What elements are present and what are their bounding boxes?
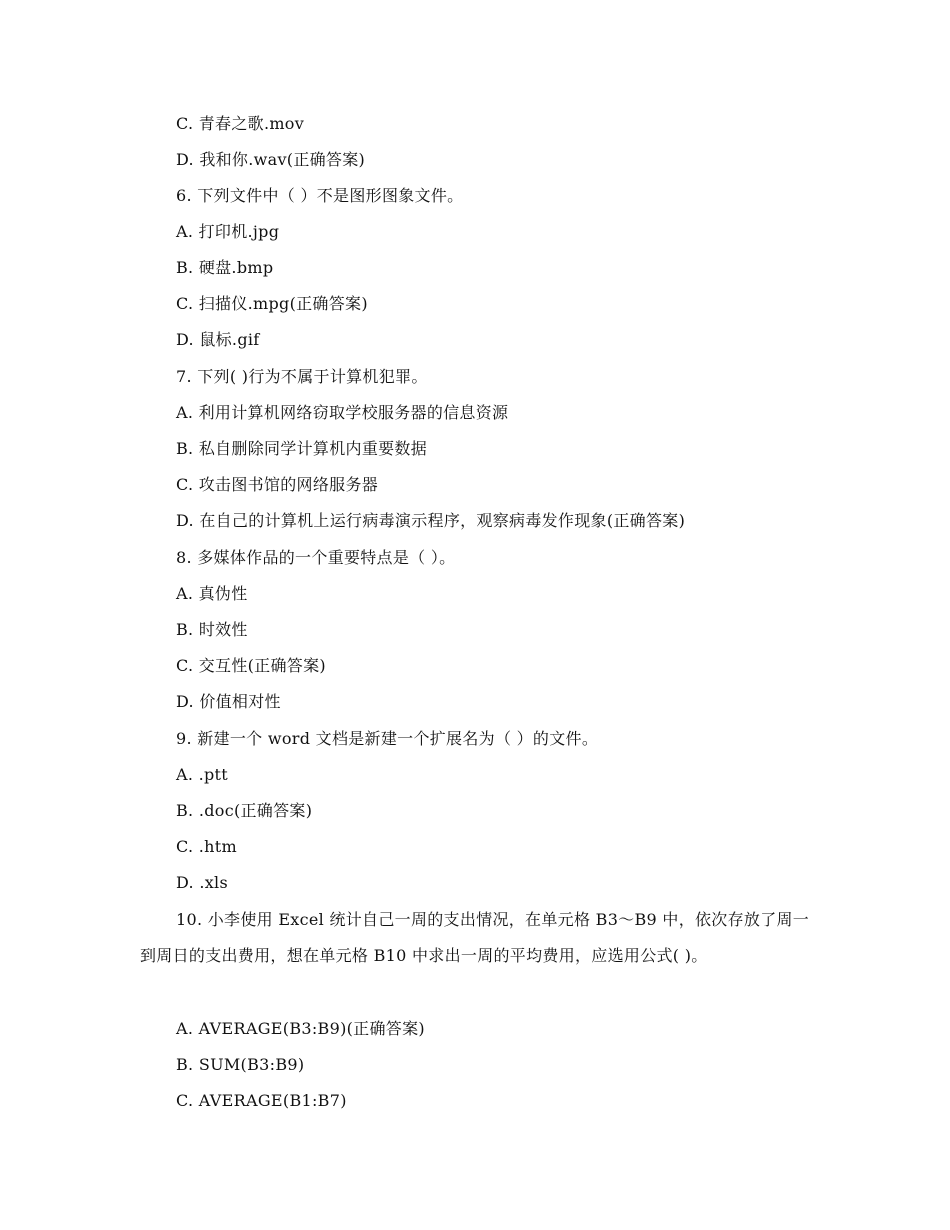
option-text: B. 私自删除同学计算机内重要数据	[176, 439, 428, 458]
option-text: B. 硬盘.bmp	[176, 258, 274, 277]
option-text: C. 扫描仪.mpg(正确答案)	[176, 294, 368, 313]
option-text: B. 时效性	[176, 620, 248, 639]
option-text: C. .htm	[176, 837, 237, 856]
option-text: B. .doc(正确答案)	[176, 801, 313, 820]
question-text: 6. 下列文件中（ ）不是图形图象文件。	[176, 186, 464, 205]
option-text: C. 交互性(正确答案)	[176, 656, 326, 675]
question-10-paragraph	[140, 902, 812, 974]
option-text: D. 鼠标.gif	[176, 330, 260, 349]
option-text: C. AVERAGE(B1:B7)	[176, 1091, 347, 1110]
option-text: D. 价值相对性	[176, 692, 281, 711]
option-text: D. 我和你.wav(正确答案)	[176, 150, 366, 169]
option-text: C. 攻击图书馆的网络服务器	[176, 475, 379, 494]
question-text: 9. 新建一个 word 文档是新建一个扩展名为（ ）的文件。	[176, 729, 599, 748]
option-text: A. 打印机.jpg	[176, 222, 280, 241]
option-text: D. 在自己的计算机上运行病毒演示程序，观察病毒发作现象(正确答案)	[176, 511, 686, 530]
option-text: D. .xls	[176, 873, 228, 892]
option-text: A. .ptt	[176, 765, 229, 784]
question-text: 7. 下列( )行为不属于计算机犯罪。	[176, 367, 428, 386]
option-text: A. 真伪性	[176, 584, 248, 603]
question-text: 10. 小李使用 Excel 统计自己一周的支出情况，在单元格 B3～B9 中，依次存放了周一到周日的支出费用，想在单元格 B10 中求出一周的平均费用，应选用公式( )。	[140, 910, 810, 965]
question-text: 8. 多媒体作品的一个重要特点是（ ）。	[176, 548, 456, 567]
option-text: A. AVERAGE(B3:B9)(正确答案)	[176, 1019, 425, 1038]
option-text: C. 青春之歌.mov	[176, 114, 305, 133]
option-text: A. 利用计算机网络窃取学校服务器的信息资源	[176, 403, 509, 422]
option-text: B. SUM(B3:B9)	[176, 1055, 305, 1074]
